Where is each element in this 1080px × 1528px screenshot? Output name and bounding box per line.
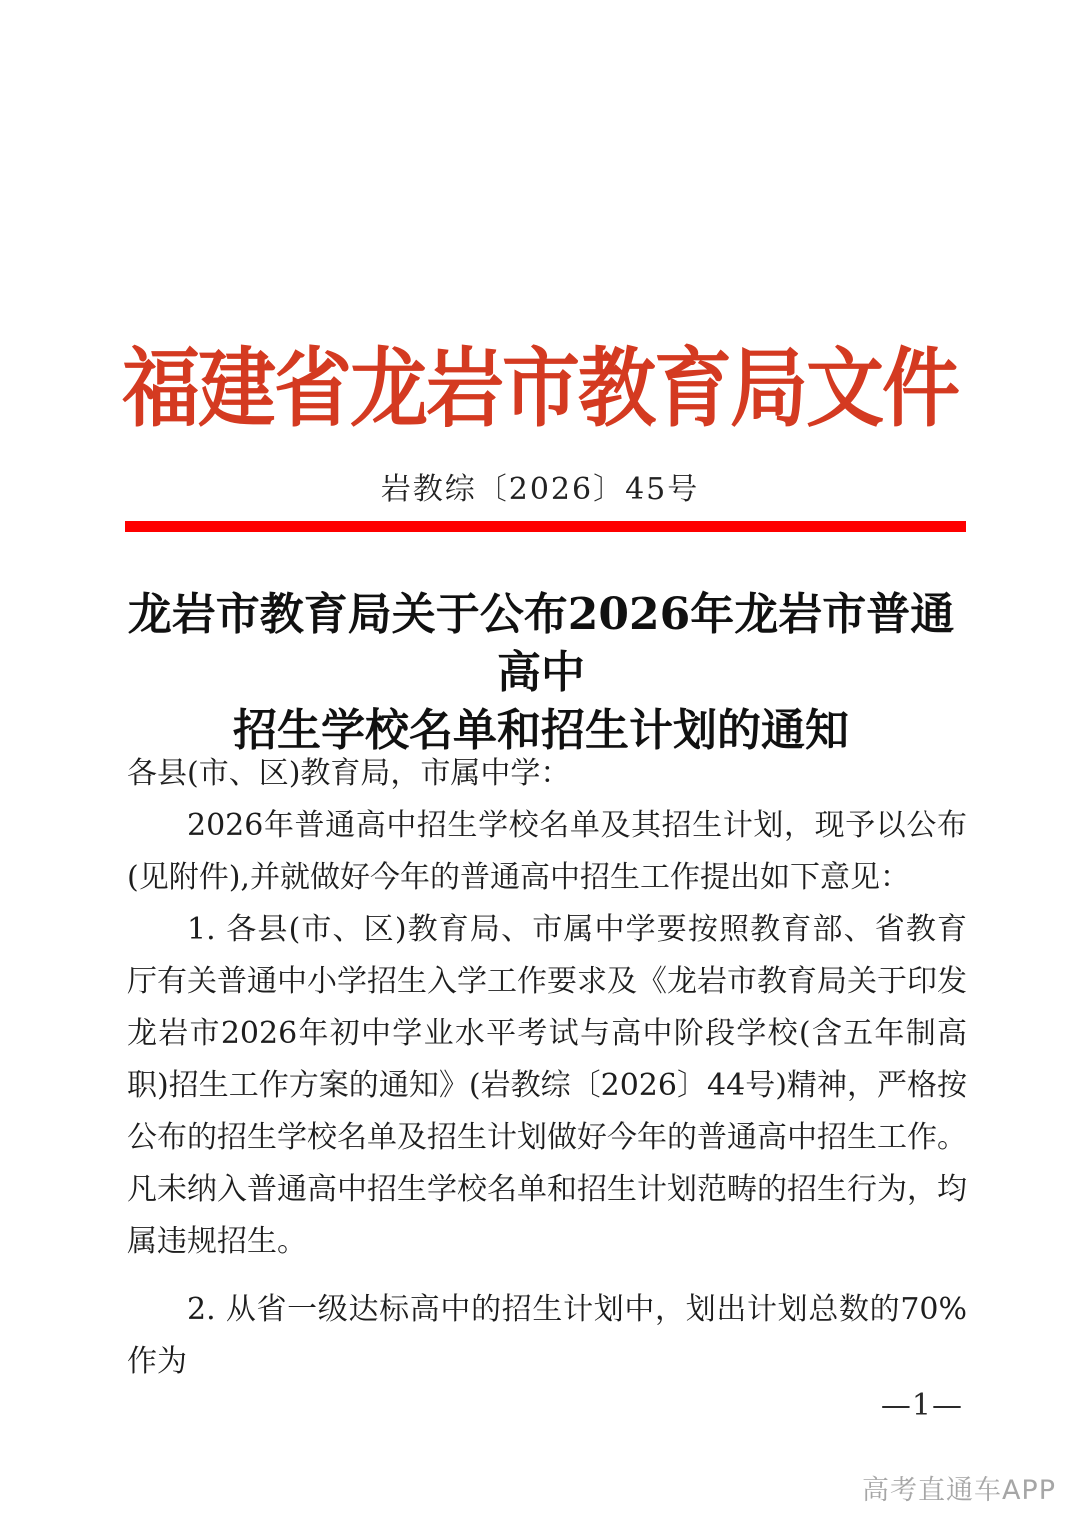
document-reference-number: 岩教综〔2026〕45号 <box>380 472 700 507</box>
document-title <box>120 586 962 760</box>
page-number: —1— <box>880 1388 963 1423</box>
document-title-line2: 招生学校名单和招生计划的通知 <box>233 705 849 756</box>
watermark-label: 高考直通车APP <box>861 1475 1056 1506</box>
document-title-line1: 龙岩市教育局关于公布2026年龙岩市普通高中 <box>127 589 955 698</box>
body-paragraph: 1. 各县(市、区)教育局、市属中学要按照教育部、省教育厅有关普通中小学招生入学工作要求及《龙岩市教育局关于印发龙岩市2026年初中学业水平考试与高中阶段学校(含五年制高职)招生工作方案的通知》(岩教综〔2026〕44号)精神，严格按公布的招生学校名单及招生计划做好今年的普通高中招生工作。凡未纳入普通高中招生学校名单和招生计划范畴的招生行为，均属违规招生。 <box>127 912 967 1259</box>
agency-header-title: 福建省龙岩市教育局文件 <box>121 338 958 439</box>
salutation-line: 各县(市、区)教育局，市属中学： <box>127 756 571 791</box>
body-paragraph: 2026年普通高中招生学校名单及其招生计划，现予以公布(见附件),并就做好今年的普通高中招生工作提出如下意见： <box>127 808 967 895</box>
body-paragraph: 2. 从省一级达标高中的招生计划中，划出计划总数的70%作为 <box>127 1292 967 1379</box>
red-divider-line <box>125 521 966 532</box>
document-body <box>127 748 967 1388</box>
